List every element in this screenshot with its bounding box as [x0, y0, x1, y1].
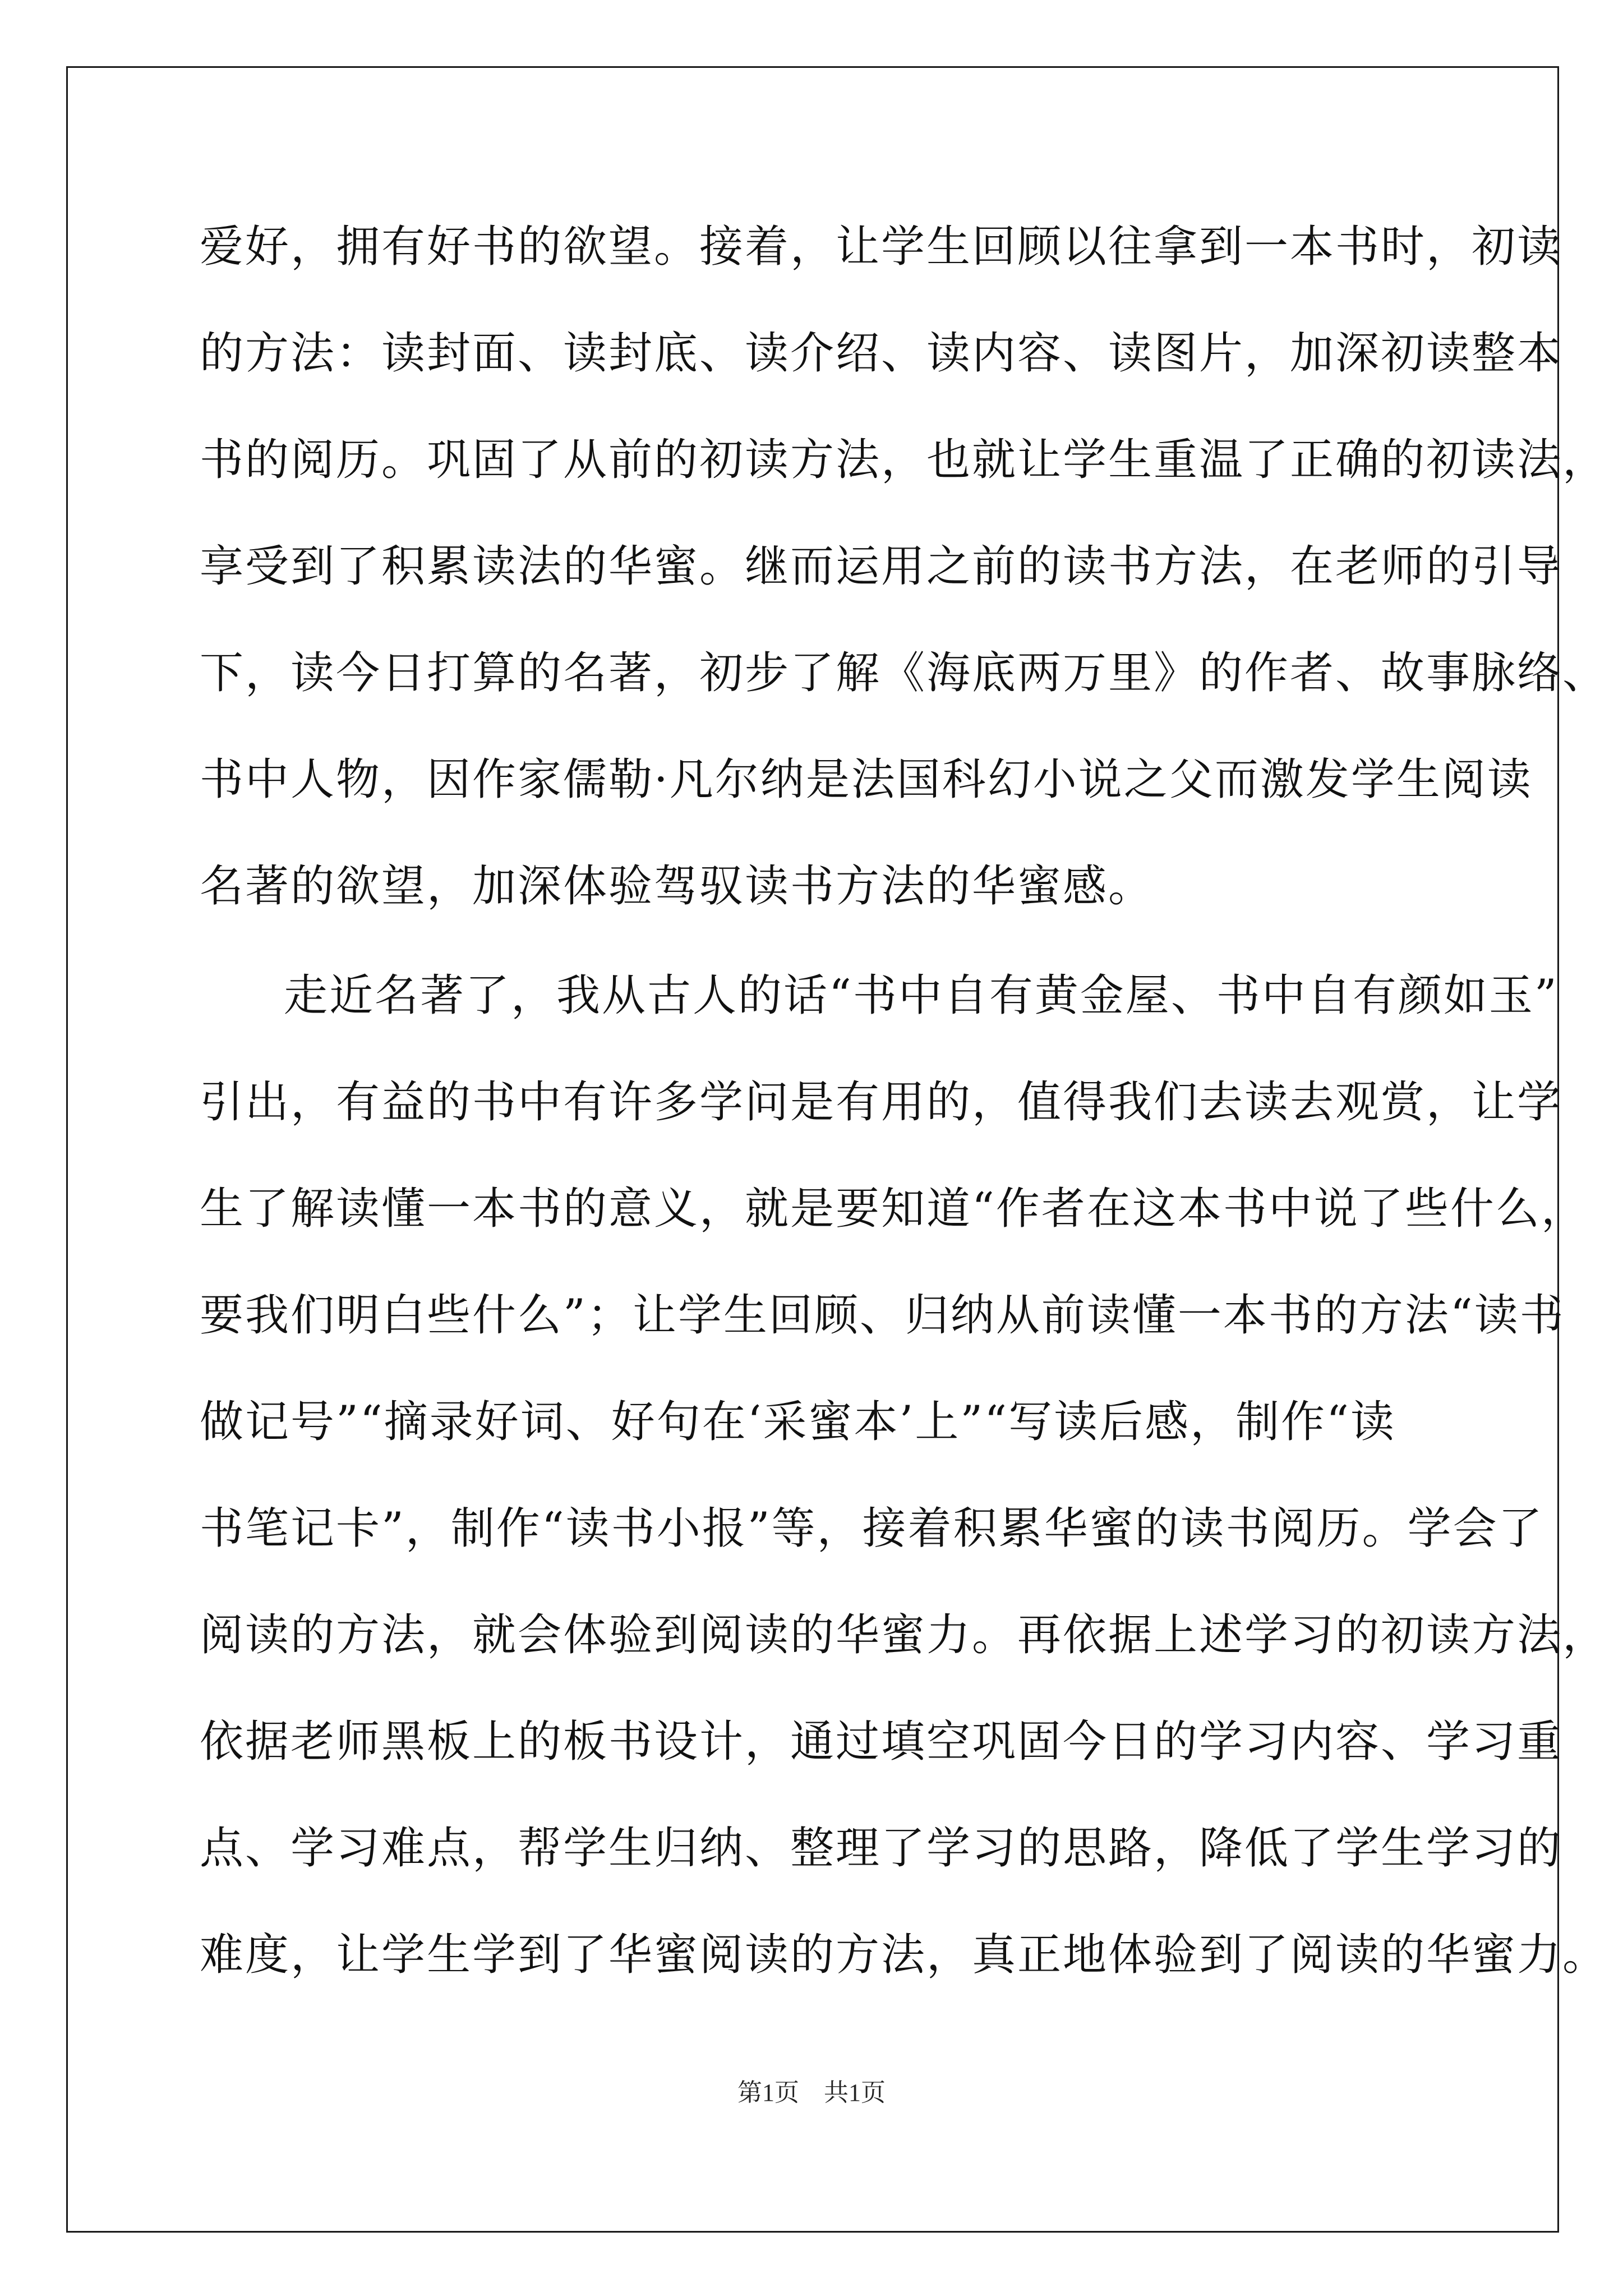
text-line: 要我们明白些什么”；让学生回顾、归纳从前读懂一本书的方法“读书: [200, 1290, 1565, 1341]
text-line: 书笔记卡”，制作“读书小报”等，接着积累华蜜的读书阅历。学会了: [200, 1503, 1544, 1554]
page-number-footer: 第1页 共1页: [737, 2079, 886, 2106]
text-line: 点、学习难点，帮学生归纳、整理了学习的思路，降低了学生学习的: [200, 1823, 1563, 1874]
paragraph-start-line: 走近名著了，我从古人的话“书中自有黄金屋、书中自有颜如玉”: [284, 970, 1559, 1021]
text-line: 下，读今日打算的名著，初步了解《海底两万里》的作者、故事脉络、: [200, 648, 1608, 698]
text-line: 引出，有益的书中有许多学问是有用的，值得我们去读去观赏，让学: [200, 1077, 1563, 1128]
text-line: 依据老师黑板上的板书设计，通过填空巩固今日的学习内容、学习重: [200, 1717, 1563, 1767]
text-line: 难度，让学生学到了华蜜阅读的方法，真正地体验到了阅读的华蜜力。: [200, 1930, 1608, 1980]
text-line: 做记号”“摘录好词、好句在‘采蜜本’上”“写读后感，制作“读: [200, 1397, 1396, 1447]
text-line: 名著的欲望，加深体验驾驭读书方法的华蜜感。: [200, 861, 1154, 912]
text-line: 生了解读懂一本书的意义，就是要知道“作者在这本书中说了些什么，: [200, 1184, 1587, 1234]
text-line: 书中人物，因作家儒勒·凡尔纳是法国科幻小说之父而激发学生阅读: [200, 754, 1533, 805]
text-line: 享受到了积累读法的华蜜。继而运用之前的读书方法，在老师的引导: [200, 541, 1563, 592]
text-line: 的方法：读封面、读封底、读介绍、读内容、读图片，加深初读整本: [200, 328, 1563, 379]
text-line: 爱好，拥有好书的欲望。接着，让学生回顾以往拿到一本书时，初读: [200, 222, 1563, 272]
text-line: 书的阅历。巩固了从前的初读方法，也就让学生重温了正确的初读法，: [200, 435, 1608, 485]
text-line: 阅读的方法，就会体验到阅读的华蜜力。再依据上述学习的初读方法，: [200, 1610, 1608, 1660]
